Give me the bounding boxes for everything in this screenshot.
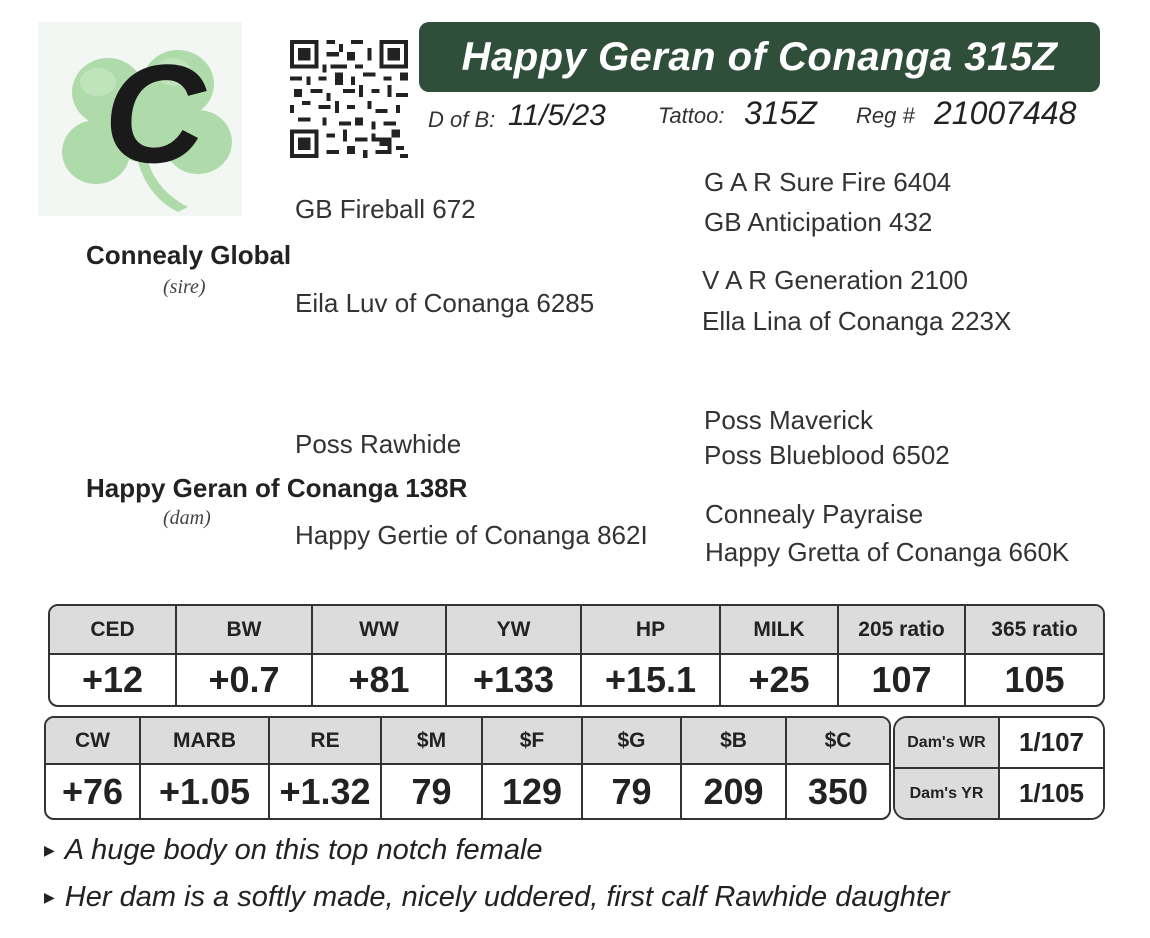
epd-header-ced: CED xyxy=(50,606,176,654)
note-item xyxy=(44,834,543,867)
epd-header-365-ratio: 365 ratio xyxy=(965,606,1103,654)
epd-value-c: 350 xyxy=(807,770,869,812)
pedigree-dam-dam-sire: Connealy Payraise xyxy=(705,499,924,529)
epd-value-yw: +133 xyxy=(446,654,581,705)
epd-value-cw: +76 xyxy=(46,764,140,818)
note-text: A huge body on this top notch female xyxy=(64,834,543,866)
epd-header-205-ratio: 205 ratio xyxy=(838,606,965,654)
dob-value: 11/5/23 xyxy=(508,99,606,132)
dam-yr-value: 1/105 xyxy=(999,768,1103,818)
epd-value-365-ratio: 105 xyxy=(1004,659,1065,700)
pedigree-sire-dam: Eila Luv of Conanga 6285 xyxy=(295,288,595,318)
pedigree-dam-dam-dam: Happy Gretta of Conanga 660K xyxy=(705,537,1070,567)
epd-header-milk: MILK xyxy=(720,606,838,654)
pedigree-dam-sire: Poss Rawhide xyxy=(295,429,462,459)
epd-header-yw: YW xyxy=(446,606,581,654)
logo xyxy=(38,22,242,216)
bullet-triangle-icon: ▶ xyxy=(44,842,55,858)
epd-value-b: 209 xyxy=(681,764,786,818)
dam-wr-label: Dam's WR xyxy=(895,718,999,768)
epd-table-1 xyxy=(48,604,1105,707)
epd-value-205-ratio: 107 xyxy=(838,654,965,705)
pedigree-dam-sire-dam: Poss Blueblood 6502 xyxy=(704,440,950,470)
epd-header-m: $M xyxy=(381,718,482,764)
epd-header-c: $C xyxy=(786,718,889,764)
epd-header-hp: HP xyxy=(581,606,720,654)
note-item xyxy=(44,881,950,914)
epd-header-re: RE xyxy=(269,718,381,764)
pedigree-sire-dam-sire: V A R Generation 2100 xyxy=(702,265,968,295)
pedigree-sire-role: (sire) xyxy=(163,276,206,298)
reg-value: 21007448 xyxy=(934,95,1077,131)
epd-value-ww: +81 xyxy=(312,654,446,705)
dam-ratio-table xyxy=(893,716,1105,820)
epd-header-f: $F xyxy=(482,718,582,764)
reg-label: Reg # xyxy=(856,103,915,128)
qr-code xyxy=(289,40,409,158)
dob-label: D of B: xyxy=(428,107,496,132)
epd-value-bw: +0.7 xyxy=(176,654,312,705)
epd-header-bw: BW xyxy=(176,606,312,654)
epd-value-re: +1.32 xyxy=(269,764,381,818)
epd-value-g: 79 xyxy=(582,764,681,818)
pedigree-dam-dam: Happy Gertie of Conanga 862I xyxy=(295,520,648,550)
epd-header-ww: WW xyxy=(312,606,446,654)
animal-title: Happy Geran of Conanga 315Z xyxy=(419,22,1100,92)
epd-value-milk: +25 xyxy=(720,654,838,705)
epd-table-2 xyxy=(44,716,891,820)
tattoo-label: Tattoo: xyxy=(658,103,725,128)
epd-value-ced: +12 xyxy=(50,654,176,705)
note-text: Her dam is a softly made, nicely uddered, first calf Rawhide daughter xyxy=(64,881,950,913)
epd-value-f: 129 xyxy=(482,764,582,818)
epd-header-marb: MARB xyxy=(140,718,269,764)
pedigree-sire: Connealy Global xyxy=(86,240,292,270)
tattoo-value: 315Z xyxy=(744,95,817,131)
dam-wr-value: 1/107 xyxy=(999,718,1103,768)
bullet-triangle-icon: ▶ xyxy=(44,889,55,905)
epd-value-hp: +15.1 xyxy=(581,654,720,705)
qr-code-icon xyxy=(289,40,409,158)
epd-value-m: 79 xyxy=(381,764,482,818)
pedigree-sire-sire: GB Fireball 672 xyxy=(295,194,476,224)
pedigree-sire-sire-dam: GB Anticipation 432 xyxy=(704,207,933,237)
pedigree-sire-sire-sire: G A R Sure Fire 6404 xyxy=(704,167,952,197)
pedigree-dam: Happy Geran of Conanga 138R xyxy=(86,473,468,503)
epd-header-b: $B xyxy=(681,718,786,764)
pedigree-sire-dam-dam: Ella Lina of Conanga 223X xyxy=(702,306,1012,336)
epd-header-g: $G xyxy=(582,718,681,764)
logo-letter: C xyxy=(104,35,206,192)
epd-header-cw: CW xyxy=(46,718,140,764)
pedigree-dam-role: (dam) xyxy=(163,507,211,529)
epd-value-marb: +1.05 xyxy=(140,764,269,818)
pedigree-dam-sire-sire: Poss Maverick xyxy=(704,405,874,435)
dam-yr-label: Dam's YR xyxy=(895,768,999,818)
